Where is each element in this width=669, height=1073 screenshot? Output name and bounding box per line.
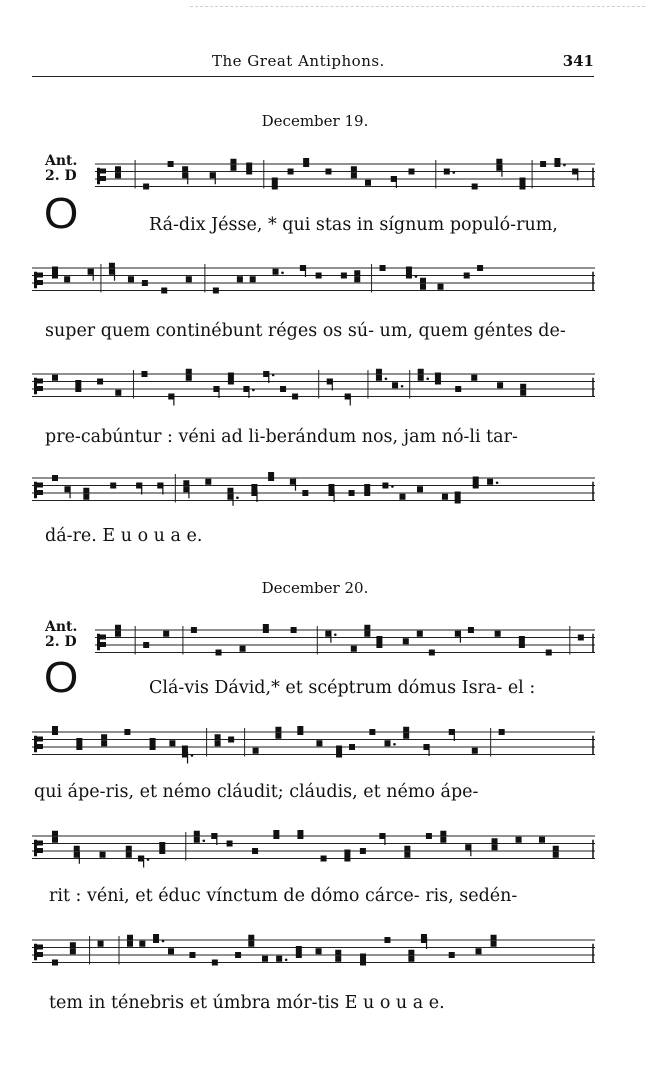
neume-icon [316,740,322,746]
neume-icon [100,852,106,858]
neume-icon [194,831,205,843]
neume-icon [115,166,121,178]
neume-icon [440,831,446,843]
chant-staff [32,472,595,516]
neume-icon [546,650,552,656]
neume-icon [303,158,309,167]
neume-icon [435,373,441,385]
neume-icon [464,273,470,279]
neume-icon [418,369,429,381]
clef-icon [34,482,43,499]
neume-icon [455,631,461,643]
neume-icon [438,284,444,290]
neume-icon [442,494,448,500]
neume-icon [476,948,482,954]
neume-icon [420,278,426,290]
neume-icon [143,642,149,648]
neume-icon [539,837,545,843]
neume-icon [139,941,145,947]
neume-icon [52,475,58,481]
ant-label: Ant. [45,619,78,635]
neume-icon [275,727,281,739]
neume-icon [449,952,455,958]
neume-icon [213,288,219,294]
neume-icon [168,948,174,954]
mode-label [45,154,77,184]
antiphon-date: December 19. [261,112,369,130]
neume-icon [328,484,334,502]
neume-icon [280,386,286,392]
neume-icon [253,748,259,754]
page-number: 341 [562,52,594,70]
lyric-line: Rá-dix Jésse, * qui stas in sígnum populó-rum, [149,215,558,235]
neume-icon [421,934,427,949]
neume-icon [335,950,341,962]
clef-icon [34,378,43,395]
neume-icon [426,833,432,839]
clef-icon [97,634,106,651]
neume-icon [325,631,336,643]
neume-icon [369,729,375,735]
neume-icon [354,270,360,282]
neume-icon [83,488,89,500]
neume-icon [399,494,405,500]
neume-icon [404,846,410,858]
neume-icon [235,952,241,958]
top-edge-rule [190,6,645,7]
neume-icon [75,380,81,392]
clef-icon [34,944,43,961]
neume-icon [250,276,256,282]
neume-icon [138,856,149,868]
neume-icon [228,737,234,743]
neume-icon [248,935,254,947]
neume-icon [365,180,371,186]
neume-icon [316,948,322,954]
neume-icon [376,636,382,648]
neume-icon [52,267,58,279]
neume-icon [115,390,121,396]
neume-icon [408,950,414,962]
neume-icon [392,382,403,388]
neume-icon [540,161,546,167]
neume-icon [376,369,387,381]
initial-letter: O [44,653,79,702]
neume-icon [273,269,284,275]
neume-icon [321,856,327,862]
neume-icon [553,846,559,858]
neume-icon [385,740,396,746]
lyric-line: qui ápe-ris, et némo cláudit; cláudis, et némo ápe- [34,782,479,802]
neume-icon [290,479,296,491]
neume-icon [246,163,252,175]
clef-icon [34,840,43,857]
mode-number: 2. D [45,168,77,184]
neume-icon [163,631,169,637]
neume-icon [364,625,370,637]
neume-icon [143,184,149,190]
neume-icon [64,276,70,282]
neume-icon [109,263,115,281]
initial-letter: O [44,189,79,238]
neume-icon [115,625,121,637]
neume-icon [230,159,236,171]
neume-icon [268,472,274,481]
neume-icon [465,844,471,856]
neume-icon [297,726,303,735]
neume-icon [344,850,350,862]
neume-icon [210,172,216,184]
neume-icon [316,273,322,279]
neume-icon [455,386,461,392]
lyric-line: Clá-vis Dávid,* et scéptrum dómus Isra- el : [149,678,536,698]
neume-icon [288,169,294,175]
neume-icon [468,627,474,633]
neume-icon [345,394,351,406]
neume-icon [161,288,167,294]
neume-icon [189,952,195,958]
neume-icon [471,375,477,381]
lyric-line: super quem continébunt réges os sú- um, quem géntes de- [45,321,566,341]
neume-icon [554,158,565,167]
neume-icon [70,942,76,954]
neume-icon [183,480,189,498]
neume-icon [491,935,497,947]
neume-icon [520,384,526,396]
neume-icon [516,837,522,843]
neume-icon [417,631,423,637]
neume-icon [64,486,70,498]
neume-icon [182,166,188,184]
neume-icon [98,941,104,947]
neume-icon [296,946,302,958]
neume-icon [472,748,478,754]
neume-icon [142,280,148,286]
neume-icon [227,841,233,847]
chant-staff [32,726,595,770]
neume-icon [325,169,331,175]
neume-icon [403,638,409,644]
neume-icon [97,379,103,385]
neume-icon [215,734,221,746]
neume-icon [110,483,116,489]
neume-icon [429,650,435,656]
neume-icon [74,846,80,864]
chant-staff [95,158,595,202]
neume-icon [578,635,584,641]
neume-icon [186,369,192,381]
neume-icon [240,646,246,652]
neume-icon [191,627,197,633]
neume-icon [497,382,503,388]
neume-icon [227,488,238,506]
neume-icon [212,960,218,966]
neume-icon [417,486,423,492]
neume-icon [76,738,82,750]
neume-icon [252,848,258,854]
neume-icon [492,838,498,850]
neume-icon [101,734,107,746]
neume-icon [519,636,525,648]
neume-icon [216,650,222,656]
neume-icon [455,492,461,504]
neume-icon [272,178,278,190]
neume-icon [444,169,455,175]
neume-icon [52,831,58,843]
neume-icon [495,631,501,637]
neume-icon [472,184,478,190]
neume-icon [520,178,526,190]
neume-icon [205,479,211,485]
neume-icon [88,269,94,281]
neume-icon [126,846,132,858]
chant-staff [32,934,595,978]
neume-icon [384,937,390,943]
neume-icon [297,830,303,839]
clef-icon [34,272,43,289]
neume-icon [336,746,342,758]
neume-icon [168,394,174,406]
neume-icon [349,744,355,750]
neume-icon [127,935,133,947]
neume-icon [487,479,498,485]
neume-icon [351,646,357,652]
neume-icon [351,166,357,178]
neume-icon [499,729,505,735]
lyric-line: rit : véni, et éduc vínctum de dómo cárce- ris, sedén- [49,886,518,906]
neume-icon [150,738,156,750]
neume-icon [408,169,414,175]
neume-icon [360,848,366,854]
neume-icon [380,265,386,271]
clef-icon [97,168,106,185]
lyric-line: dá-re. E u o u a e. [45,526,203,546]
clef-icon [34,736,43,753]
running-title: The Great Antiphons. [212,52,385,70]
neume-icon [473,477,479,489]
neume-icon [273,830,279,839]
neume-icon [52,375,58,381]
mode-number: 2. D [45,634,77,650]
neume-icon [168,161,174,167]
neume-icon [124,729,130,735]
neume-icon [382,483,393,489]
chant-staff [32,262,595,306]
neume-icon [186,276,192,282]
neume-icon [496,159,502,177]
neume-icon [251,484,257,502]
neume-icon [291,627,297,633]
antiphon-date: December 20. [261,579,369,597]
neume-icon [263,624,269,633]
neume-icon [292,394,298,400]
neume-icon [403,727,409,739]
neume-icon [52,960,58,966]
chant-staff [32,830,595,874]
neume-icon [169,740,175,746]
neume-icon [153,934,164,943]
neume-icon [302,490,308,496]
neume-icon [182,746,193,764]
lyric-line: tem in ténebris et úmbra mór-tis E u o u a e. [49,993,445,1013]
chant-staff [32,368,595,412]
neume-icon [237,276,243,282]
neume-icon [52,726,58,735]
neume-icon [477,265,483,271]
lyric-line: pre-cabúntur : véni ad li-berándum nos, jam nó-li tar- [45,427,518,447]
neume-icon [159,842,165,854]
neume-icon [228,373,234,385]
neume-icon [128,276,134,282]
neume-icon [364,484,370,496]
neume-icon [349,490,355,496]
neume-icon [262,956,268,962]
neume-icon [141,371,147,377]
mode-label [45,620,77,650]
neume-icon [341,273,347,279]
neume-icon [360,954,366,966]
chant-staff [95,624,595,668]
ant-label: Ant. [45,153,78,169]
header-rule [32,76,594,77]
neume-icon [276,956,287,962]
